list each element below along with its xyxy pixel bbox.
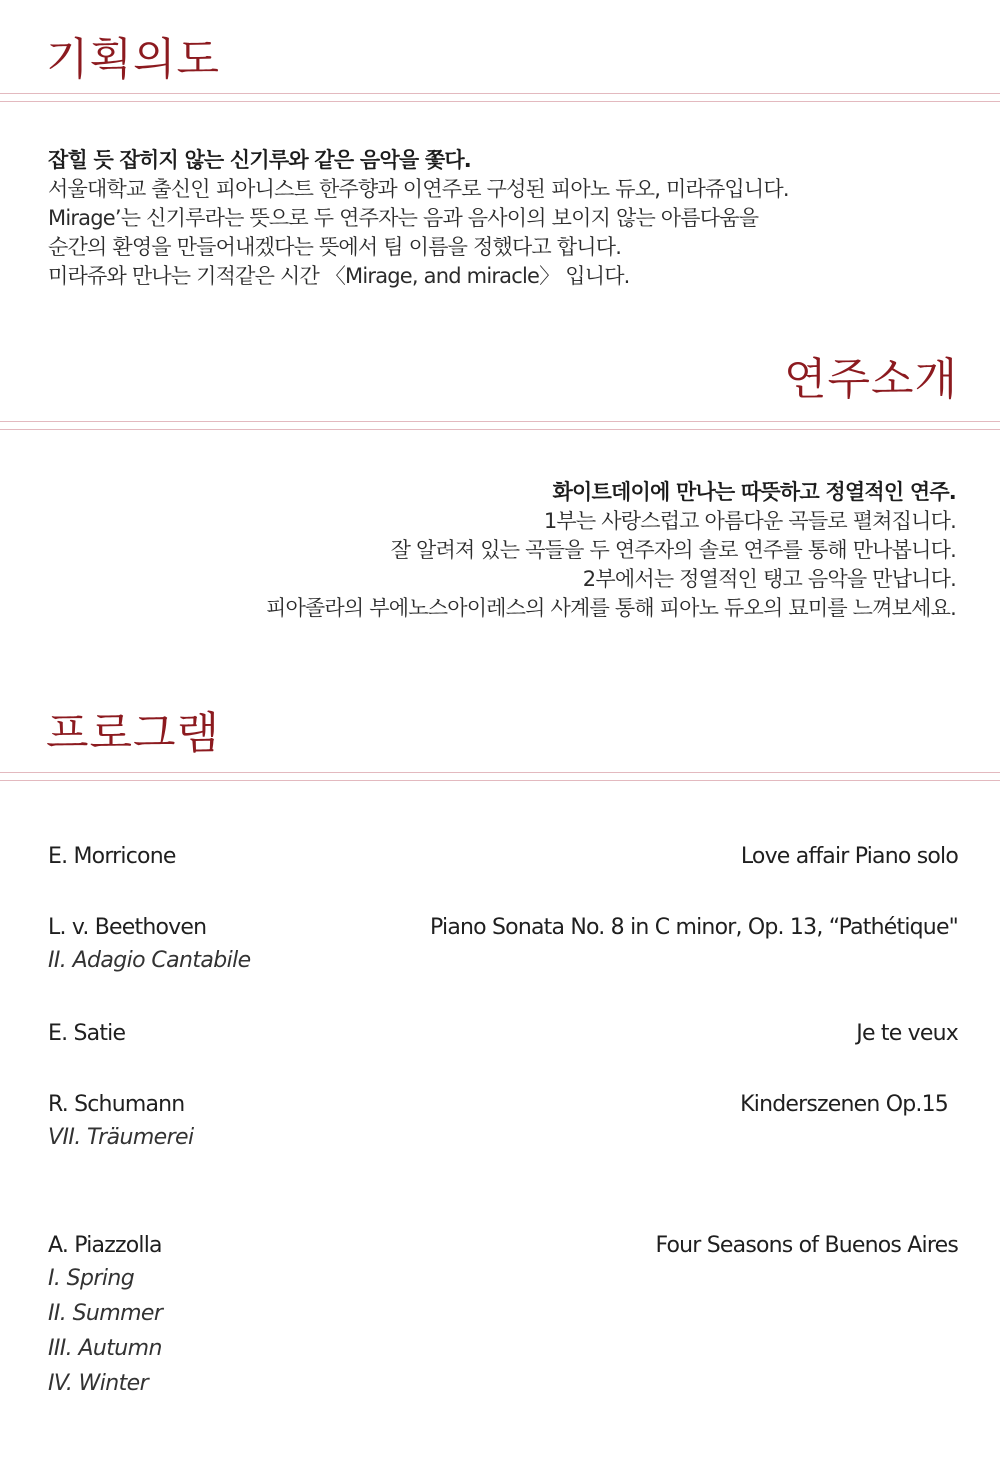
movement: II. Adagio Cantabile: [48, 948, 251, 973]
intent-line: 순간의 환영을 만들어내겠다는 뜻에서 팀 이름을 정했다고 합니다.: [48, 235, 622, 259]
work-title: Je te veux: [856, 1021, 958, 1046]
program-item-schumann: [48, 1090, 958, 1155]
program-divider: [0, 772, 1000, 781]
composer-name: A. Piazzolla: [48, 1233, 162, 1258]
work-title: Piano Sonata No. 8 in C minor, Op. 13, “Pathétique": [430, 915, 958, 940]
composer-name: L. v. Beethoven: [48, 915, 207, 940]
performance-divider: [0, 421, 1000, 430]
movement: III. Autumn: [48, 1336, 162, 1361]
intent-divider: [0, 93, 1000, 102]
work-title: Four Seasons of Buenos Aires: [655, 1233, 958, 1258]
program-item-piazzolla: [48, 1231, 958, 1401]
intent-text: [48, 146, 789, 291]
movement: VII. Träumerei: [48, 1125, 194, 1150]
intent-line: 서울대학교 출신인 피아니스트 한주향과 이연주로 구성된 피아노 듀오, 미라쥬입니다.: [48, 177, 789, 201]
program-item-beethoven: [48, 913, 958, 978]
composer-name: R. Schumann: [48, 1092, 185, 1117]
performance-line: 잘 알려져 있는 곡들을 두 연주자의 솔로 연주를 통해 만나봅니다.: [390, 538, 956, 562]
work-title: Love affair Piano solo: [740, 844, 958, 869]
program-heading: 프로그램: [46, 708, 221, 759]
intent-heading: 기획의도: [46, 34, 221, 85]
work-title: Kinderszenen Op.15: [740, 1092, 948, 1117]
movement: IV. Winter: [48, 1371, 149, 1396]
intent-lead: 잡힐 듯 잡히지 않는 신기루와 같은 음악을 쫓다.: [48, 148, 471, 172]
program-item-satie: [48, 1019, 958, 1049]
composer-name: E. Satie: [48, 1021, 126, 1046]
performance-line: 2부에서는 정열적인 탱고 음악을 만납니다.: [582, 567, 956, 591]
performance-lead: 화이트데이에 만나는 따뜻하고 정열적인 연주.: [552, 480, 956, 504]
performance-line: 피아졸라의 부에노스아이레스의 사계를 통해 피아노 듀오의 묘미를 느껴보세요.: [265, 596, 956, 620]
performance-heading: 연주소개: [783, 354, 958, 405]
performance-line: 1부는 사랑스럽고 아름다운 곡들로 펼쳐집니다.: [543, 509, 956, 533]
movement: I. Spring: [48, 1266, 135, 1291]
composer-name: E. Morricone: [48, 844, 176, 869]
intent-line: 미라쥬와 만나는 기적같은 시간 〈Mirage, and miracle〉 입니다.: [48, 264, 630, 288]
program-item-morricone: [48, 842, 958, 872]
performance-text: [76, 478, 956, 623]
intent-line: Mirage’는 신기루라는 뜻으로 두 연주자는 음과 음사이의 보이지 않는 아름다움을: [48, 206, 759, 230]
movement: II. Summer: [48, 1301, 163, 1326]
